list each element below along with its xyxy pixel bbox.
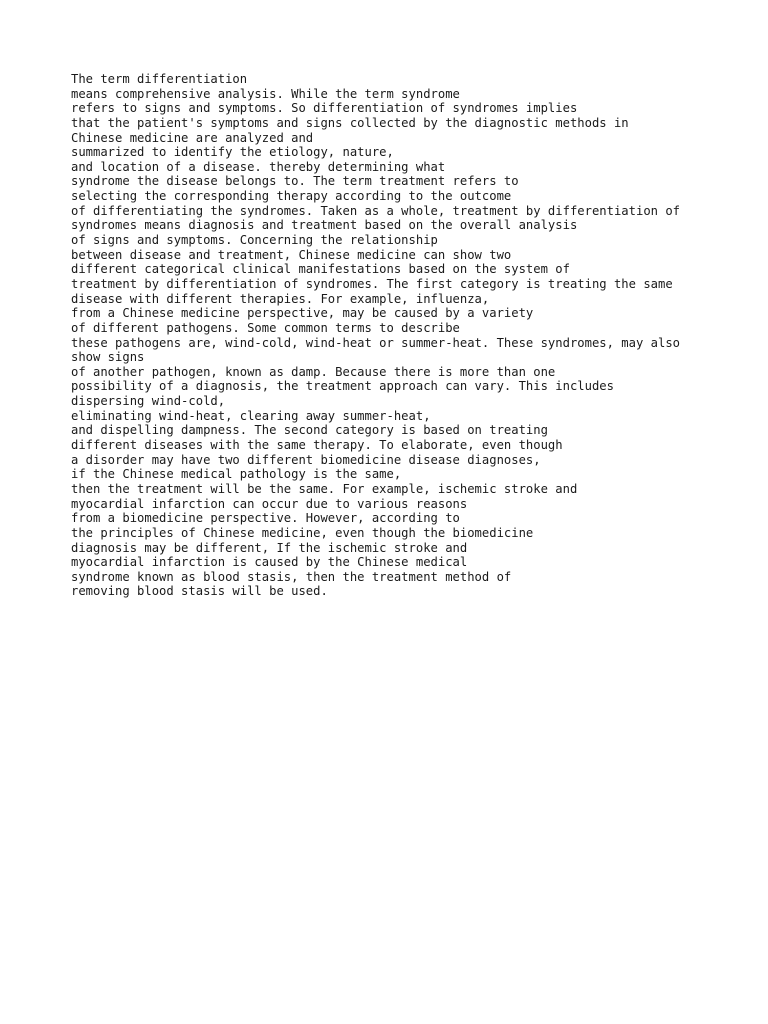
- text-line: of signs and symptoms. Concerning the relationship: [71, 233, 438, 248]
- text-line: and location of a disease. thereby determining what: [71, 159, 446, 174]
- text-line: summarized to identify the etiology, nature,: [71, 145, 394, 160]
- text-line: a disorder may have two different biomedicine disease diagnoses,: [71, 452, 541, 467]
- text-line: treatment by differentiation of syndromes. The first category is treating the same: [71, 276, 673, 291]
- text-line: syndrome known as blood stasis, then the treatment method of: [71, 569, 512, 584]
- text-line: means comprehensive analysis. While the term syndrome: [71, 86, 460, 101]
- text-line: The term differentiation: [71, 72, 248, 86]
- text-line: possibility of a diagnosis, the treatment approach can vary. This includes: [71, 379, 614, 394]
- text-line: selecting the corresponding therapy according to the outcome: [71, 189, 512, 204]
- text-line: of another pathogen, known as damp. Because there is more than one: [71, 364, 556, 379]
- text-line: refers to signs and symptoms. So differentiation of syndromes implies: [71, 101, 578, 116]
- text-line: of differentiating the syndromes. Taken as a whole, treatment by differentiation of: [71, 203, 681, 218]
- text-line: that the patient's symptoms and signs collected by the diagnostic methods in: [71, 115, 629, 130]
- document-text-block: [71, 72, 751, 599]
- text-line: from a biomedicine perspective. However, according to: [71, 511, 460, 526]
- text-line: syndrome the disease belongs to. The term treatment refers to: [71, 174, 519, 189]
- text-line: between disease and treatment, Chinese medicine can show two: [71, 247, 512, 262]
- text-line: the principles of Chinese medicine, even though the biomedicine: [71, 525, 534, 540]
- text-line: if the Chinese medical pathology is the same,: [71, 467, 402, 482]
- text-line: show signs: [71, 350, 145, 365]
- text-line: removing blood stasis will be used.: [71, 584, 328, 599]
- text-line: different categorical clinical manifestations based on the system of: [71, 262, 570, 277]
- text-line: and dispelling dampness. The second category is based on treating: [71, 423, 548, 438]
- text-line: of different pathogens. Some common terms to describe: [71, 320, 460, 335]
- text-line: syndromes means diagnosis and treatment based on the overall analysis: [71, 218, 578, 233]
- text-line: different diseases with the same therapy. To elaborate, even though: [71, 438, 563, 453]
- text-line: dispersing wind-cold,: [71, 394, 226, 409]
- text-line: myocardial infarction can occur due to various reasons: [71, 496, 468, 511]
- text-line: Chinese medicine are analyzed and: [71, 130, 314, 145]
- text-line: diagnosis may be different, If the ischemic stroke and: [71, 540, 468, 555]
- text-line: these pathogens are, wind-cold, wind-heat or summer-heat. These syndromes, may also: [71, 335, 681, 350]
- text-line: disease with different therapies. For example, influenza,: [71, 291, 490, 306]
- text-line: myocardial infarction is caused by the Chinese medical: [71, 555, 468, 570]
- text-line: from a Chinese medicine perspective, may be caused by a variety: [71, 306, 534, 321]
- text-line: eliminating wind-heat, clearing away summer-heat,: [71, 408, 431, 423]
- text-line: then the treatment will be the same. For example, ischemic stroke and: [71, 481, 578, 496]
